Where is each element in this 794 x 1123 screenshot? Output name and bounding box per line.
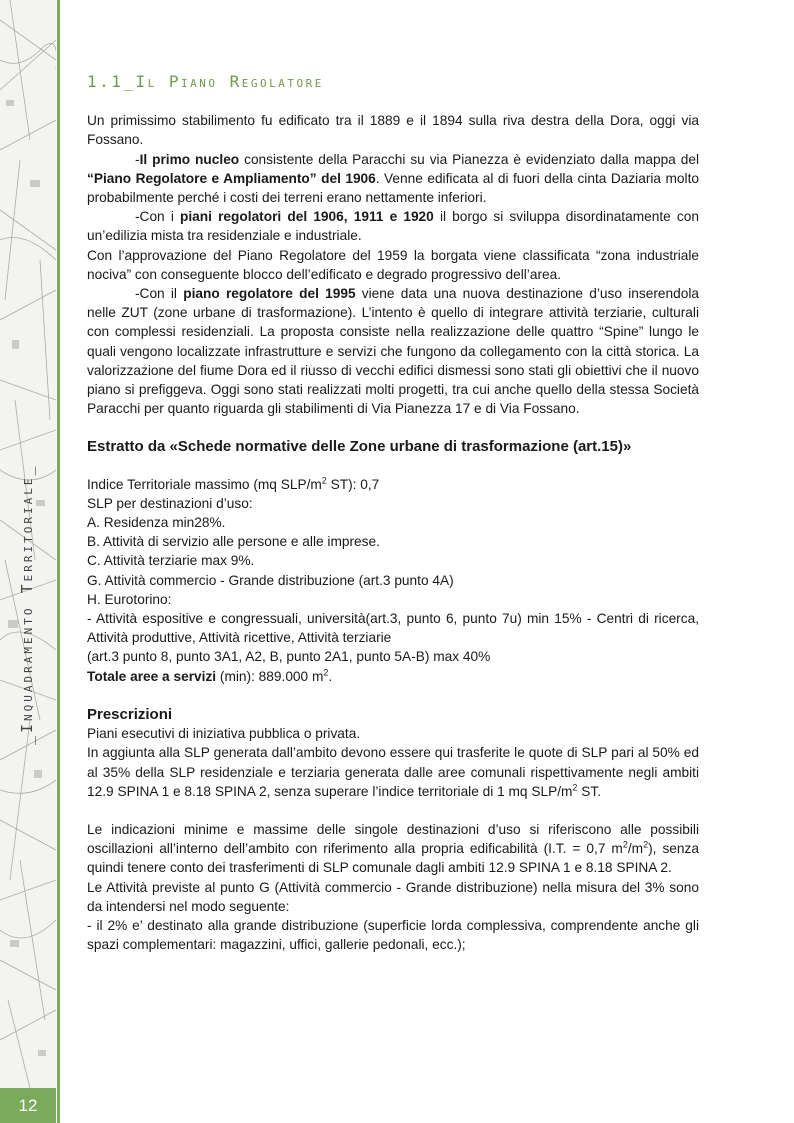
- prescriptions-paragraph-4: Le Attività previste al punto G (Attività commercio - Grande distribuzione) nella misura del 3% sono da intendersi nel modo seguente:: [87, 879, 699, 914]
- intro-paragraph-2: -Il primo nucleo consistente della Paracchi su via Pianezza è evidenziato dalla mappa del “Piano Regolatore e Ampliamento” del 1906. Venne edificata al di fuori della cinta Daziaria molto probabilmente perché i costi dei terreni erano nettamente inferiori.: [87, 151, 699, 206]
- main-content: [87, 72, 699, 954]
- slp-label: SLP per destinazioni d’uso:: [87, 495, 253, 511]
- prescriptions-paragraph-1: Piani esecutivi di iniziativa pubblica o privata.: [87, 726, 361, 742]
- extract-heading: Estratto da «Schede normative delle Zone urbane di trasformazione (art.15)»: [87, 438, 632, 456]
- eurotorino-detail: - Attività espositive e congressuali, università(art.3, punto 6, punto 7u) min 15% - Centri di ricerca, Attività produttive, Attività ricettive, Attività terziarie: [87, 611, 699, 646]
- list-item: B. Attività di servizio alle persone e alle imprese.: [87, 534, 380, 550]
- page-number: 12: [0, 1088, 56, 1123]
- prescriptions-paragraph-3: Le indicazioni minime e massime delle singole destinazioni d’uso si riferiscono alle possibili oscillazioni all’interno dell’ambito con riferimento alla propria edificabilità (I.T. = 0,7 $m^2/m^2$), senza quindi tenere conto dei trasferimenti di SLP comunale dagli ambiti 12.9 SPINA 1 e 8.18 SPINA 2.: [87, 821, 699, 876]
- list-item: C. Attività terziarie max 9%.: [87, 553, 255, 569]
- intro-paragraph-1: Un primissimo stabilimento fu edificato tra il 1889 e il 1894 sulla riva destra della Dora, oggi via Fossano.: [87, 113, 699, 148]
- prescriptions-heading: Prescrizioni: [87, 705, 173, 723]
- intro-paragraph-5: -Con il piano regolatore del 1995 viene data una nuova destinazione d’uso inserendola nelle ZUT (zone urbane di trasformazione). L’intento è quello di integrare attività terziarie, culturali con complessi residenziali. La proposta consiste nella realizzazione delle quattro “Spine” lungo le quali vengono localizzate infrastrutture e servizi che fungono da collegamento con la città storica. La valorizzazione del fiume Dora ed il riusso di vecchi edifici dismessi sono stati gli obiettivi che il nuovo piano si prefiggeva. Oggi sono stati realizzati molti progetti, tra cui anche quello della stessa Società Paracchi per quanto riguarda gli stabilimenti di Via Pianezza 17 e di Via Fossano.: [87, 286, 699, 417]
- intro-paragraph-3: -Con i piani regolatori del 1906, 1911 e 1920 il borgo si sviluppa disordinatamente con un’edilizia mista tra residenziale e industriale.: [87, 209, 699, 244]
- vertical-chapter-title: _Inquadramento Territoriale_: [18, 463, 36, 745]
- intro-paragraph-4: Con l’approvazione del Piano Regolatore del 1959 la borgata viene classificata “zona industriale nociva” con conseguente blocco dell’edificato e degrado progressivo dell’area.: [87, 247, 699, 282]
- list-item: A. Residenza min28%.: [87, 515, 226, 531]
- total-services: Totale aree a servizi (min): 889.000 $m^2$.: [87, 667, 333, 684]
- list-item: H. Eurotorino:: [87, 591, 172, 607]
- prescriptions-paragraph-2: In aggiunta alla SLP generata dall’ambito devono essere qui trasferite le quote di SLP pari al 50% ed al 35% della SLP residenziale e terziaria generata dalle aree comunali rispettivamente negli ambiti 12.9 SPINA 1 e 8.18 SPINA 2, senza superare l’indice territoriale di 1 mq SLP/$m^2$ ST.: [87, 745, 699, 799]
- prescriptions-paragraph-5: - il 2% e’ destinato alla grande distribuzione (superficie lorda complessiva, comprendente anche gli spazi complementari: magazzini, uffici, gallerie pedonali, ecc.);: [87, 917, 699, 953]
- index-line: Indice Territoriale massimo (mq SLP/$m^2$ ST): 0,7: [87, 475, 380, 492]
- section-title: 1.1_Il Piano Regolatore: [87, 72, 324, 91]
- eurotorino-detail-2: (art.3 punto 8, punto 3A1, A2, B, punto 2A1, punto 5A-B) max 40%: [87, 649, 491, 665]
- list-item: G. Attività commercio - Grande distribuzione (art.3 punto 4A): [87, 572, 454, 588]
- accent-bar: [57, 0, 60, 1123]
